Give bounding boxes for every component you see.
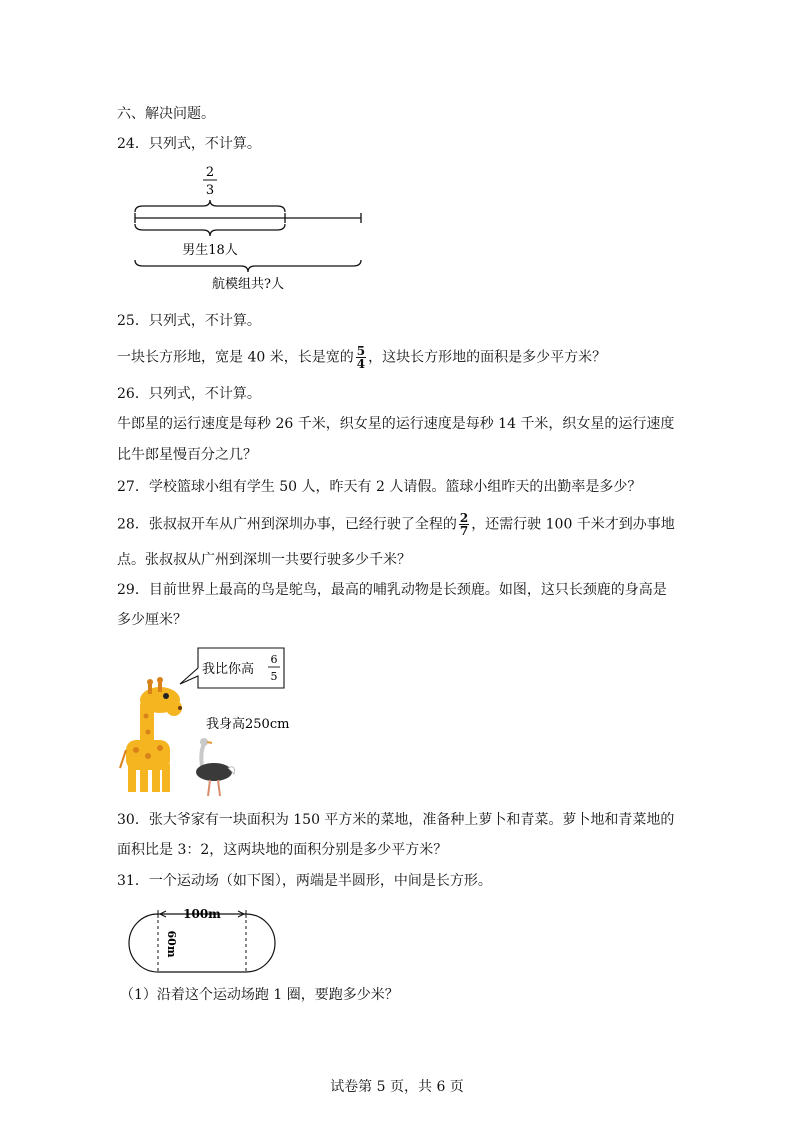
question-26-line1: 牛郎星的运行速度是每秒 26 千米，织女星的运行速度是每秒 14 千米，织女星的运行速度	[117, 416, 675, 432]
q25-text-after: ，这块长方形地的面积是多少平方米？	[368, 349, 607, 366]
q24-line-diagram	[125, 162, 375, 292]
question-30-line2: 面积比是 3：2，这两块地的面积分别是多少平方米？	[117, 842, 448, 858]
bubble-text: 我比你高	[202, 662, 255, 677]
q29-giraffe-ostrich-figure	[118, 640, 318, 800]
q24-boys-brace	[135, 224, 285, 236]
track-length-label: 100m	[183, 907, 221, 921]
q24-top-brace	[135, 200, 285, 212]
section-title: 六、解决问题。	[117, 106, 215, 122]
question-26-line2: 比牛郎星慢百分之几？	[117, 447, 257, 463]
question-31-sub1: （1）沿着这个运动场跑 1 圈，要跑多少米？	[120, 987, 399, 1003]
question-25-label: 25．只列式，不计算。	[117, 313, 261, 329]
question-24-label: 24．只列式，不计算。	[117, 136, 261, 152]
question-29-line1: 29．目前世界上最高的鸟是鸵鸟，最高的哺乳动物是长颈鹿。如图，这只长颈鹿的身高是	[117, 582, 667, 598]
q24-fraction-num: 2	[205, 165, 215, 180]
track-outline	[129, 914, 275, 972]
page-footer: 试卷第 5 页，共 6 页	[330, 1079, 464, 1095]
q28-text-after: ，还需行驶 100 千米才到办事地	[471, 516, 675, 533]
q28-text-before: 28．张叔叔开车从广州到深圳办事，已经行驶了全程的	[117, 516, 457, 533]
track-width-label: 60m	[165, 930, 178, 958]
question-31-text: 31．一个运动场（如下图），两端是半圆形，中间是长方形。	[117, 873, 492, 889]
question-25-text	[117, 345, 606, 370]
question-30-line1: 30．张大爷家有一块面积为 150 平方米的菜地，准备种上萝卜和青菜。萝卜地和青菜地的	[117, 812, 675, 828]
q28-frac-den: 7	[459, 524, 469, 538]
q31-track-diagram	[128, 902, 288, 982]
q25-frac-den: 4	[356, 357, 366, 371]
q24-total-label: 航模组共?人	[212, 277, 284, 292]
bubble-frac-num: 6	[270, 653, 278, 666]
q28-frac-num: 2	[459, 511, 469, 525]
ostrich-height-label: 我身高250cm	[206, 717, 290, 732]
question-27-text: 27．学校篮球小组有学生 50 人，昨天有 2 人请假。篮球小组昨天的出勤率是多少？	[117, 479, 642, 495]
question-26-label: 26．只列式，不计算。	[117, 386, 261, 402]
q24-fraction-den: 3	[205, 183, 215, 198]
q24-boys-label: 男生18人	[182, 243, 238, 258]
bubble-frac-den: 5	[270, 670, 278, 683]
giraffe-picture	[120, 677, 182, 792]
q25-fraction	[356, 345, 366, 370]
ostrich-picture	[196, 738, 234, 796]
question-28-line2: 点。张叔叔从广州到深圳一共要行驶多少千米？	[117, 552, 411, 568]
q25-frac-num: 5	[356, 344, 366, 358]
q24-total-brace	[135, 260, 361, 272]
q28-fraction	[459, 512, 469, 537]
q25-text-before: 一块长方形地，宽是 40 米，长是宽的	[117, 349, 354, 366]
question-28-line1	[117, 512, 675, 537]
question-29-line2: 多少厘米？	[117, 612, 187, 628]
